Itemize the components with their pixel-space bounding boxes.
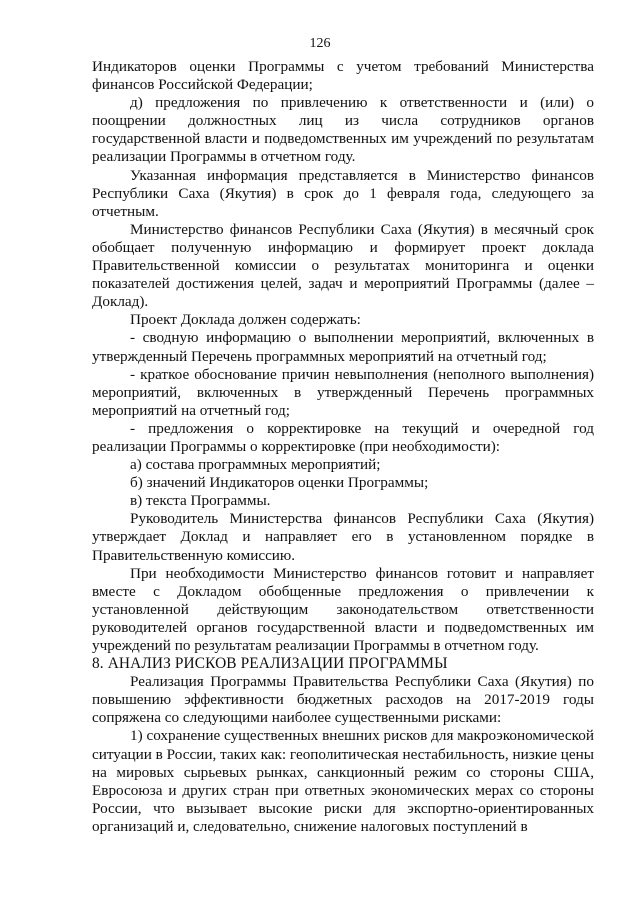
list-item: а) состава программных мероприятий; <box>130 456 381 474</box>
list-item: - краткое обоснование причин невыполнения (неполного выполнения) мероприятий, включенных в утвержденный Перечень программных мероприятий на отчетный год; <box>92 365 594 419</box>
paragraph: При необходимости Министерство финансов готовит и направляет вместе с Докладом обобщенные предложения о привлечении к установленной действующим законодательством ответственности руководителей органов государственной власти и подведомственных им учреждений по результатам реализации Программы в отчетном году. <box>92 564 594 654</box>
paragraph: Указанная информация представляется в Министерство финансов Республики Саха (Якутия) в срок до 1 февраля года, следующего за отчетным. <box>92 166 594 220</box>
paragraph: Министерство финансов Республики Саха (Якутия) в месячный срок обобщает полученную информацию и формирует проект доклада Правительственной комиссии о результатах мониторинга и оценки показателей достижения целей, задач и мероприятий Программы (далее – Доклад). <box>92 220 594 311</box>
paragraph: Проект Доклада должен содержать: <box>130 311 361 329</box>
list-item: 1) сохранение существенных внешних рисков для макроэкономической ситуации в России, таких как: геополитическая нестабильность, низкие цены на мировых сырьевых рынках, санкционный режим со стороны США, Евросоюза и других стран при ответных экономических мерах со стороны России, что вызывает высокие риски для экспортно-ориентированных организаций и, следовательно, снижение налоговых поступлений в <box>92 727 594 835</box>
paragraph: Реализация Программы Правительства Республики Саха (Якутия) по повышению эффективности бюджетных расходов на 2017-2019 годы сопряжена со следующими наиболее существенными рисками: <box>92 673 594 727</box>
document-body <box>92 58 594 836</box>
section-heading: 8. АНАЛИЗ РИСКОВ РЕАЛИЗАЦИИ ПРОГРАММЫ <box>92 655 448 673</box>
page-number: 126 <box>309 36 331 51</box>
paragraph: Индикаторов оценки Программы с учетом требований Министерства финансов Российской Федерации; <box>92 58 594 94</box>
paragraph: Руководитель Министерства финансов Республики Саха (Якутия) утверждает Доклад и направляет его в установленном порядке в Правительственную комиссию. <box>92 510 594 564</box>
paragraph: д) предложения по привлечению к ответственности и (или) о поощрении должностных лиц из числа сотрудников органов государственной власти и подведомственных им учреждений по результатам реализации Программы в отчетном году. <box>92 94 594 166</box>
list-item: б) значений Индикаторов оценки Программы; <box>130 474 429 492</box>
list-item: - сводную информацию о выполнении мероприятий, включенных в утвержденный Перечень программных мероприятий на отчетный год; <box>92 329 594 365</box>
list-item: - предложения о корректировке на текущий и очередной год реализации Программы о корректировке (при необходимости): <box>92 419 594 455</box>
list-item: в) текста Программы. <box>130 492 271 510</box>
